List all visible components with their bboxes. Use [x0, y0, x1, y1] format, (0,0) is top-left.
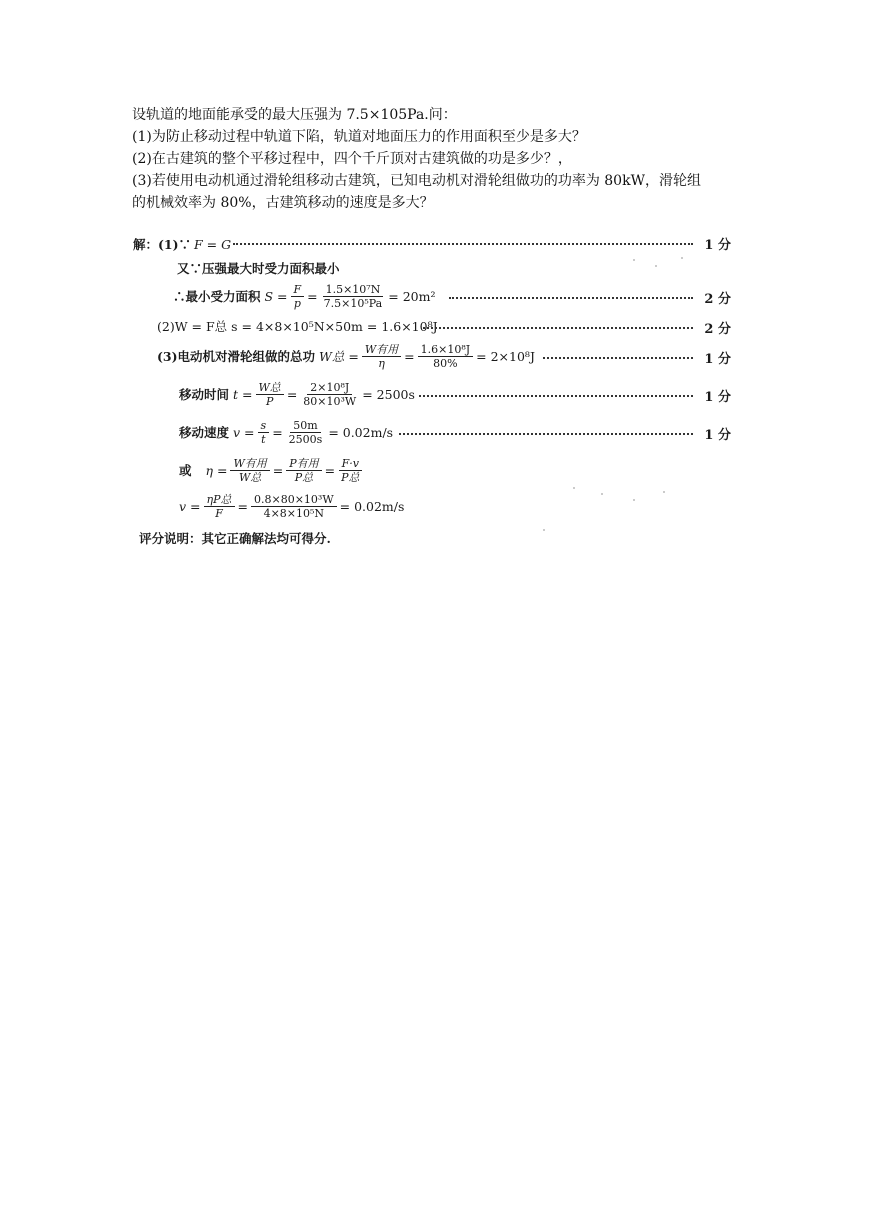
fraction-numerator: P有用 — [286, 457, 321, 471]
fraction-numerator: W有用 — [230, 457, 269, 471]
fraction — [258, 419, 270, 446]
score-step-3b: 1 分 — [704, 390, 731, 405]
score-step-2: 2 分 — [704, 322, 731, 337]
fraction-denominator: P总 — [341, 470, 360, 484]
scan-speck — [655, 265, 657, 267]
fraction-denominator: 80×10³W — [303, 394, 357, 408]
solution-step-3d: 或 η = $\frac{\text{W有用}}{\text{W总}}$ = $\frac{\text{P有用}}{\text{P总}}$ = $\frac{F\cdot v}{\text{P总}}$ — [179, 455, 366, 485]
step-3c-lhs: v = — [233, 424, 255, 440]
fraction-numerator: ηP总 — [204, 493, 235, 507]
fraction-denominator: W总 — [238, 470, 262, 484]
fraction — [230, 457, 269, 484]
scan-speck — [663, 491, 665, 493]
solution-step-1b: 又∵压强最大时受力面积最小 — [177, 261, 340, 276]
fraction-numerator: 50m — [290, 419, 320, 433]
fraction-numerator: s — [258, 419, 270, 433]
solution-step-3b: 移动时间 t = $\frac{\text{W总}}{P}$ = $\frac{\text{2×10⁸J}}{\text{80×10³W}}$ = 2500s — [179, 380, 415, 408]
fraction — [418, 343, 474, 370]
step-3c-result: = 0.02m/s — [328, 424, 394, 440]
step-3e-lhs: v = — [179, 498, 201, 514]
fraction — [362, 343, 401, 370]
step-3b-label: 移动时间 — [179, 387, 230, 402]
leader-dots — [543, 357, 693, 359]
question-part-2: (2)在古建筑的整个平移过程中，四个千斤顶对古建筑做的功是多少？， — [132, 151, 572, 167]
step-1-label: 解：(1)∵ — [133, 237, 192, 252]
fraction — [291, 283, 305, 310]
step-1-expr: F = G — [194, 236, 232, 252]
step-3-label: (3)电动机对滑轮组做的总功 — [157, 349, 316, 364]
leader-dots — [419, 395, 693, 397]
fraction-denominator: η — [378, 356, 385, 370]
fraction — [256, 381, 284, 408]
fraction — [321, 283, 386, 310]
fraction-denominator: 80% — [433, 356, 458, 370]
solution-step-3e: v = $\frac{\text{ηP总}}{F}$ = $\frac{\text{0.8×80×10³W}}{\text{4×8×10⁵N}}$ = 0.02m/s — [179, 492, 405, 520]
fraction-numerator: W有用 — [362, 343, 401, 357]
score-step-1: 1 分 — [704, 238, 731, 253]
solution-step-1c: ∴最小受力面积 S = $\frac{F}{p}$ = $\frac{\text{1.5×10⁷N}}{\text{7.5×10⁵Pa}}$ = 20m² — [173, 282, 436, 310]
fraction — [286, 419, 326, 446]
step-1c-result: = 20m² — [388, 288, 436, 304]
solution-image — [133, 229, 731, 559]
scan-speck — [633, 259, 635, 261]
fraction-denominator: p — [293, 296, 301, 310]
fraction-denominator: F — [215, 506, 223, 520]
fraction-numerator: F·v — [339, 457, 362, 471]
question-part-3-line-1: (3)若使用电动机通过滑轮组移动古建筑，已知电动机对滑轮组做功的功率为 80kW，滑轮组 — [132, 173, 701, 189]
scan-speck — [543, 529, 545, 531]
fraction-denominator: t — [261, 432, 266, 446]
scan-speck — [681, 257, 683, 259]
scan-speck — [601, 493, 603, 495]
fraction-numerator: 1.5×10⁷N — [323, 283, 384, 297]
step-3b-result: = 2500s — [362, 386, 415, 402]
fraction-denominator: P — [265, 394, 274, 408]
fraction — [204, 493, 235, 520]
leader-dots — [423, 327, 693, 329]
score-step-1c: 2 分 — [704, 292, 731, 307]
fraction-denominator: 4×8×10⁵N — [263, 506, 325, 520]
fraction — [251, 493, 337, 520]
leader-dots — [233, 243, 693, 245]
leader-dots — [449, 297, 693, 299]
score-step-3c: 1 分 — [704, 428, 731, 443]
step-3-lhs: W总 = — [319, 349, 359, 364]
step-3c-label: 移动速度 — [179, 425, 230, 440]
fraction — [286, 457, 321, 484]
question-part-3-line-2: 的机械效率为 80%，古建筑移动的速度是多大？ — [132, 195, 434, 211]
fraction-numerator: 2×10⁸J — [307, 381, 352, 395]
solution-step-3: (3)电动机对滑轮组做的总功 W总 = $\frac{\text{W有用}}{\eta}$ = $\frac{\text{1.6×10⁸J}}{80\%}$ = 2×10⁸J — [157, 342, 535, 370]
step-3d-lhs: η = — [205, 462, 228, 478]
fraction-numerator: W总 — [256, 381, 284, 395]
fraction-denominator: P总 — [294, 470, 314, 484]
step-3b-lhs: t = — [233, 386, 253, 402]
step-3-result: = 2×10⁸J — [476, 348, 535, 364]
step-1c-label: ∴最小受力面积 — [173, 289, 261, 304]
solution-step-3c: 移动速度 v = $\frac{s}{t}$ = $\frac{50m}{2500s}$ = 0.02m/s — [179, 418, 394, 446]
question-text — [132, 104, 752, 214]
step-3d-label: 或 — [179, 463, 192, 478]
leader-dots — [399, 433, 693, 435]
score-step-3: 1 分 — [704, 352, 731, 367]
scan-speck — [573, 487, 575, 489]
fraction-denominator: 7.5×10⁵Pa — [323, 296, 383, 310]
step-3e-result: = 0.02m/s — [339, 498, 405, 514]
question-intro: 设轨道的地面能承受的最大压强为 7.5×105Pa.问： — [132, 107, 457, 123]
fraction — [338, 457, 362, 484]
fraction-numerator: 1.6×10⁸J — [418, 343, 474, 357]
fraction-numerator: 0.8×80×10³W — [251, 493, 337, 507]
scan-speck — [633, 499, 635, 501]
fraction — [300, 381, 359, 408]
fraction-numerator: F — [291, 283, 305, 297]
question-part-1: (1)为防止移动过程中轨道下陷，轨道对地面压力的作用面积至少是多大？ — [132, 129, 586, 145]
fraction-denominator: 2500s — [288, 432, 323, 446]
step-1c-lhs: S = — [264, 288, 288, 304]
solution-step-2: (2)W = F总 s = 4×8×10⁵N×50m = 1.6×10⁸J — [157, 319, 438, 334]
grading-note: 评分说明：其它正确解法均可得分. — [139, 531, 331, 546]
